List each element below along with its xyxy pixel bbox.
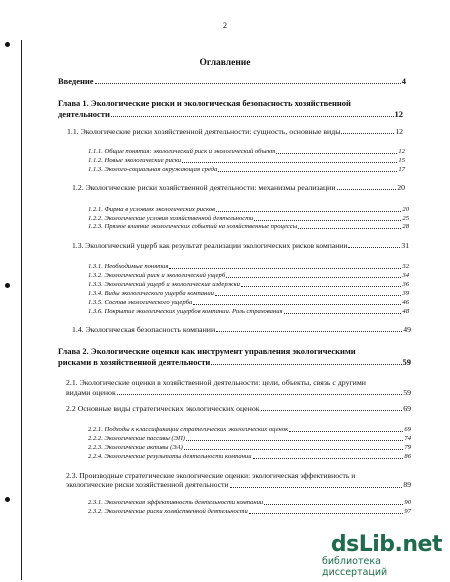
toc-entry-section-1-2[interactable]: 1.2. Экологические риски хозяйственной деятельности: механизмы реализации 20 (72, 183, 405, 192)
toc-entry-1-2-3[interactable]: 1.2.3. Прямое влияние экологических событий на хозяйственные процессы 28 (88, 223, 409, 230)
toc-entry-2-2-1[interactable]: 2.2.1. Подходы к классификации стратегических экологических оценок 69 (88, 426, 411, 433)
toc-entry-1-3-6[interactable]: 1.3.6. Покрытие экологических ущербов компании. Роль страхования 48 (88, 308, 409, 315)
toc-entry-2-2-2[interactable]: 2.2.2. Экологические пассивы (ЭП) 74 (88, 435, 411, 442)
toc-entry-chapter-1[interactable]: Глава 1. Экологические риски и экологическая безопасность хозяйственной деятельности 12 (58, 98, 403, 119)
toc-entry-section-1-3[interactable]: 1.3. Экологический ущерб как результат реализации экологических рисков компании 31 (72, 241, 409, 250)
toc-entry-section-2-2[interactable]: 2.2 Основные виды стратегических экологических оценок 69 (66, 404, 411, 413)
toc-entry-1-2-1[interactable]: 1.2.1. Фирма в условиях экологических рисков 20 (88, 206, 409, 213)
toc-entry-1-1-3[interactable]: 1.1.3. Эколого-социальная окружающая среда 17 (88, 166, 405, 173)
toc-entry-1-3-2[interactable]: 1.3.2. Экологический риск и экологический ущерб 34 (88, 272, 409, 279)
toc-entry-section-2-3[interactable]: 2.3. Производные стратегические экологические оценки: экологическая эффективность и экологические риски хозяйственной деятельности 89 (66, 471, 411, 490)
toc-entry-2-3-2[interactable]: 2.3.2. Экологические риски хозяйственной деятельности 97 (88, 508, 411, 515)
toc-entry-introduction[interactable]: Введение 4 (58, 76, 406, 86)
watermark-subtitle: библиотека диссертаций (322, 556, 388, 578)
toc-entry-1-3-1[interactable]: 1.3.1. Необходимые понятия 32 (88, 263, 409, 270)
page-number: 2 (223, 21, 227, 30)
toc-entry-section-1-4[interactable]: 1.4. Экологическая безопасность компании 49 (72, 325, 411, 334)
toc-entry-1-3-3[interactable]: 1.3.3. Экологический ущерб и экологические издержки 36 (88, 281, 409, 288)
toc-entry-section-2-1[interactable]: 2.1. Экологические оценки в хозяйственной деятельности: цели, объекты, связь с другими видами оценок 59 (66, 378, 411, 397)
watermark-logo: dsLib.net (330, 532, 442, 557)
toc-title: Оглавление (199, 58, 251, 68)
toc-entry-chapter-2[interactable]: Глава 2. Экологические оценки как инструмент управления экологическими рисками в хозяйственной деятельности 59 (58, 346, 411, 367)
toc-entry-2-3-1[interactable]: 2.3.1. Экологическая эффективность деятельности компании 90 (88, 499, 411, 506)
toc-entry-1-3-4[interactable]: 1.3.4. Виды экологического ущерба компании 39 (88, 290, 409, 297)
toc-entry-2-2-3[interactable]: 2.2.3. Экологические активы (ЭА) 79 (88, 444, 411, 451)
toc-entry-section-1-1[interactable]: 1.1. Экологические риски хозяйственной деятельности: сущность, основные виды 12 (67, 127, 403, 136)
dslib-watermark (322, 532, 442, 578)
toc-entry-1-1-1[interactable]: 1.1.1. Общие понятия: экологический риск и экологический объект 12 (88, 148, 405, 155)
toc-entry-1-2-2[interactable]: 1.2.2. Экологические условия хозяйственной деятельности 25 (88, 215, 409, 222)
toc-entry-1-1-2[interactable]: 1.1.2. Новые экологические риски 15 (88, 157, 405, 164)
toc-entry-1-3-5[interactable]: 1.3.5. Состав экологического ущерба 46 (88, 299, 409, 306)
toc-entry-2-2-4[interactable]: 2.2.4. Экологические результаты деятельности компании 86 (88, 453, 411, 460)
